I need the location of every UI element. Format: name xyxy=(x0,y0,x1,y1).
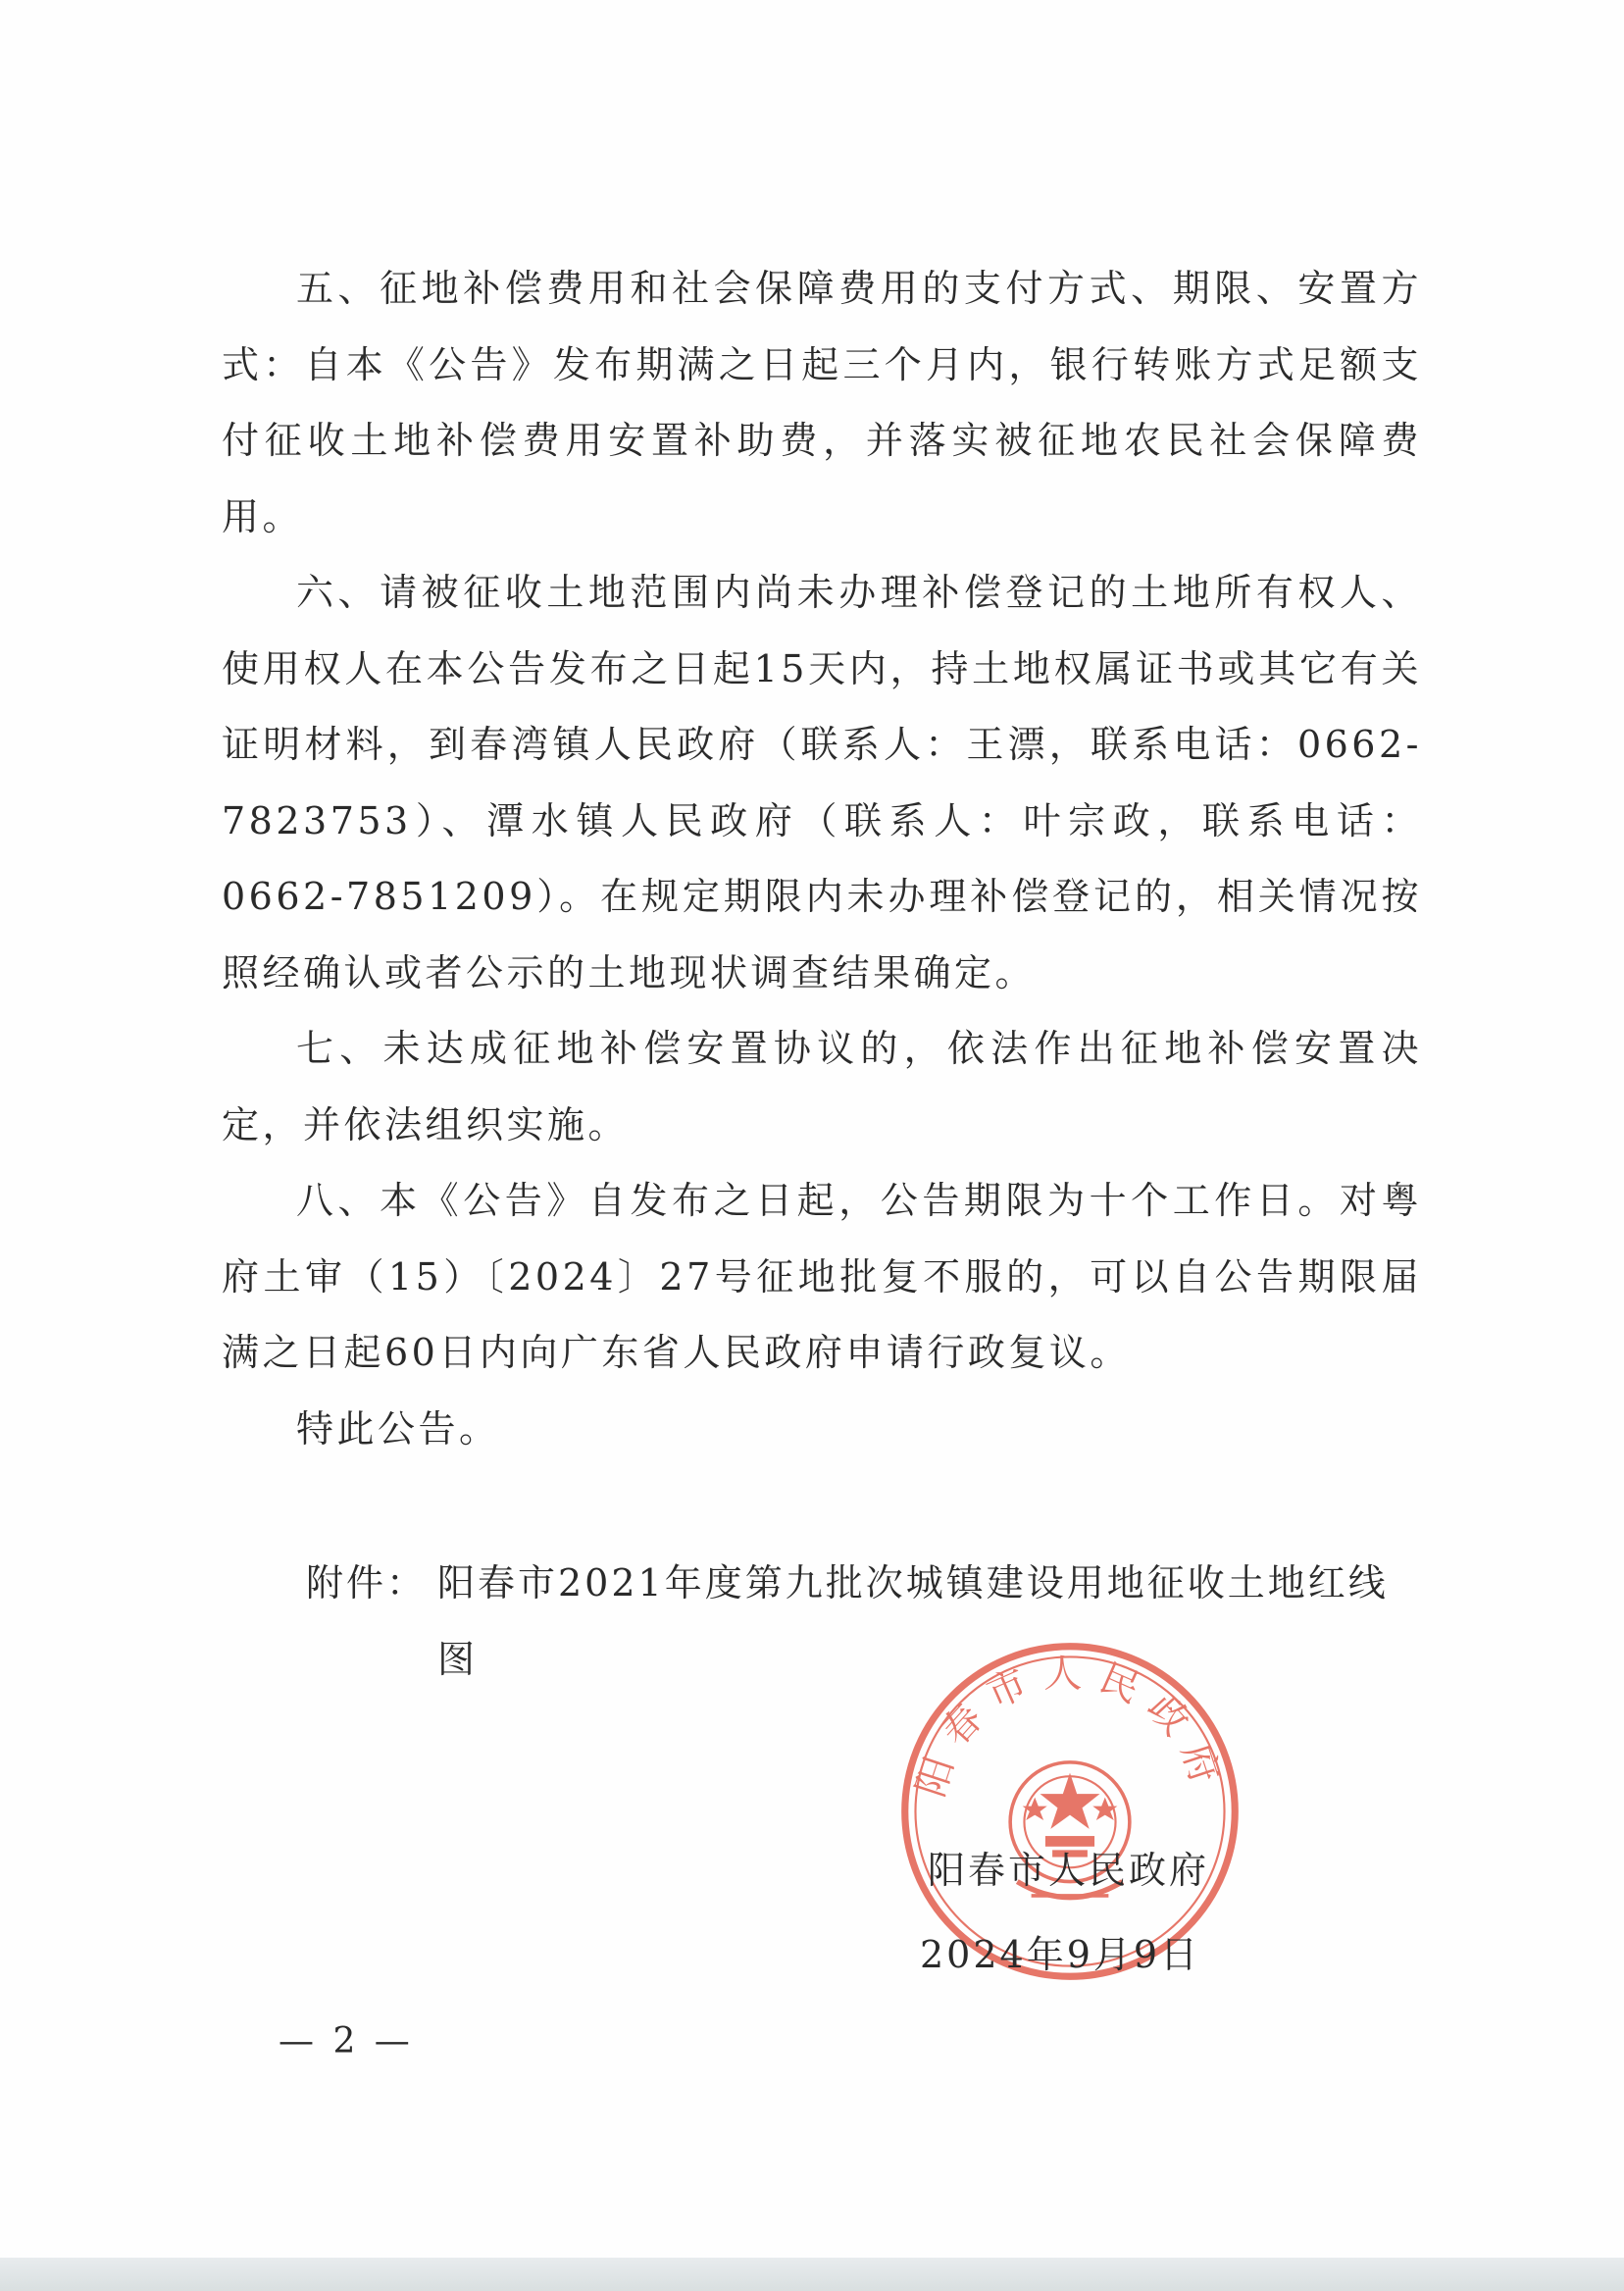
notice-body xyxy=(222,251,1422,1467)
paragraph-closing: 特此公告。 xyxy=(296,1406,500,1451)
scan-bottom-edge xyxy=(0,2258,1624,2291)
attachment-text: 阳春市2021年度第九批次城镇建设用地征收土地红线图 xyxy=(437,1561,1389,1681)
paragraph-review-period: 八、本《公告》自发布之日起，公告期限为十个工作日。对粤府土审（15）〔2024〕27号征地批复不服的，可以自公告期限届满之日起60日内向广东省人民政府申请行政复议。 xyxy=(222,1179,1422,1374)
issuer-name: 阳春市人民政府 xyxy=(928,1849,1210,1892)
attachment-label: 附件： xyxy=(306,1561,428,1604)
paragraph-decision: 七、未达成征地补偿安置协议的，依法作出征地补偿安置决定，并依法组织实施。 xyxy=(222,1027,1422,1146)
paragraph-payment-method: 五、征地补偿费用和社会保障费用的支付方式、期限、安置方式：自本《公告》发布期满之日起三个月内，银行转账方式足额支付征收土地补偿费用安置补助费，并落实被征地农民社会保障费用。 xyxy=(222,267,1422,538)
paragraph-registration: 六、请被征收土地范围内尚未办理补偿登记的土地所有权人、使用权人在本公告发布之日起15天内，持土地权属证书或其它有关证明材料，到春湾镇人民政府（联系人：王漂，联系电话：0662-7823753）、潭水镇人民政府（联系人：叶宗政，联系电话：0662-7851209）。在规定期限内未办理补偿登记的，相关情况按照经确认或者公示的土地现状调查结果确定。 xyxy=(222,571,1422,994)
seal-text: 阳春市人民政府 xyxy=(907,1652,1233,1803)
attachment-note xyxy=(306,1545,1414,1698)
issue-date: 2024年9月9日 xyxy=(920,1933,1201,1976)
page-number: — 2 — xyxy=(279,2021,414,2062)
